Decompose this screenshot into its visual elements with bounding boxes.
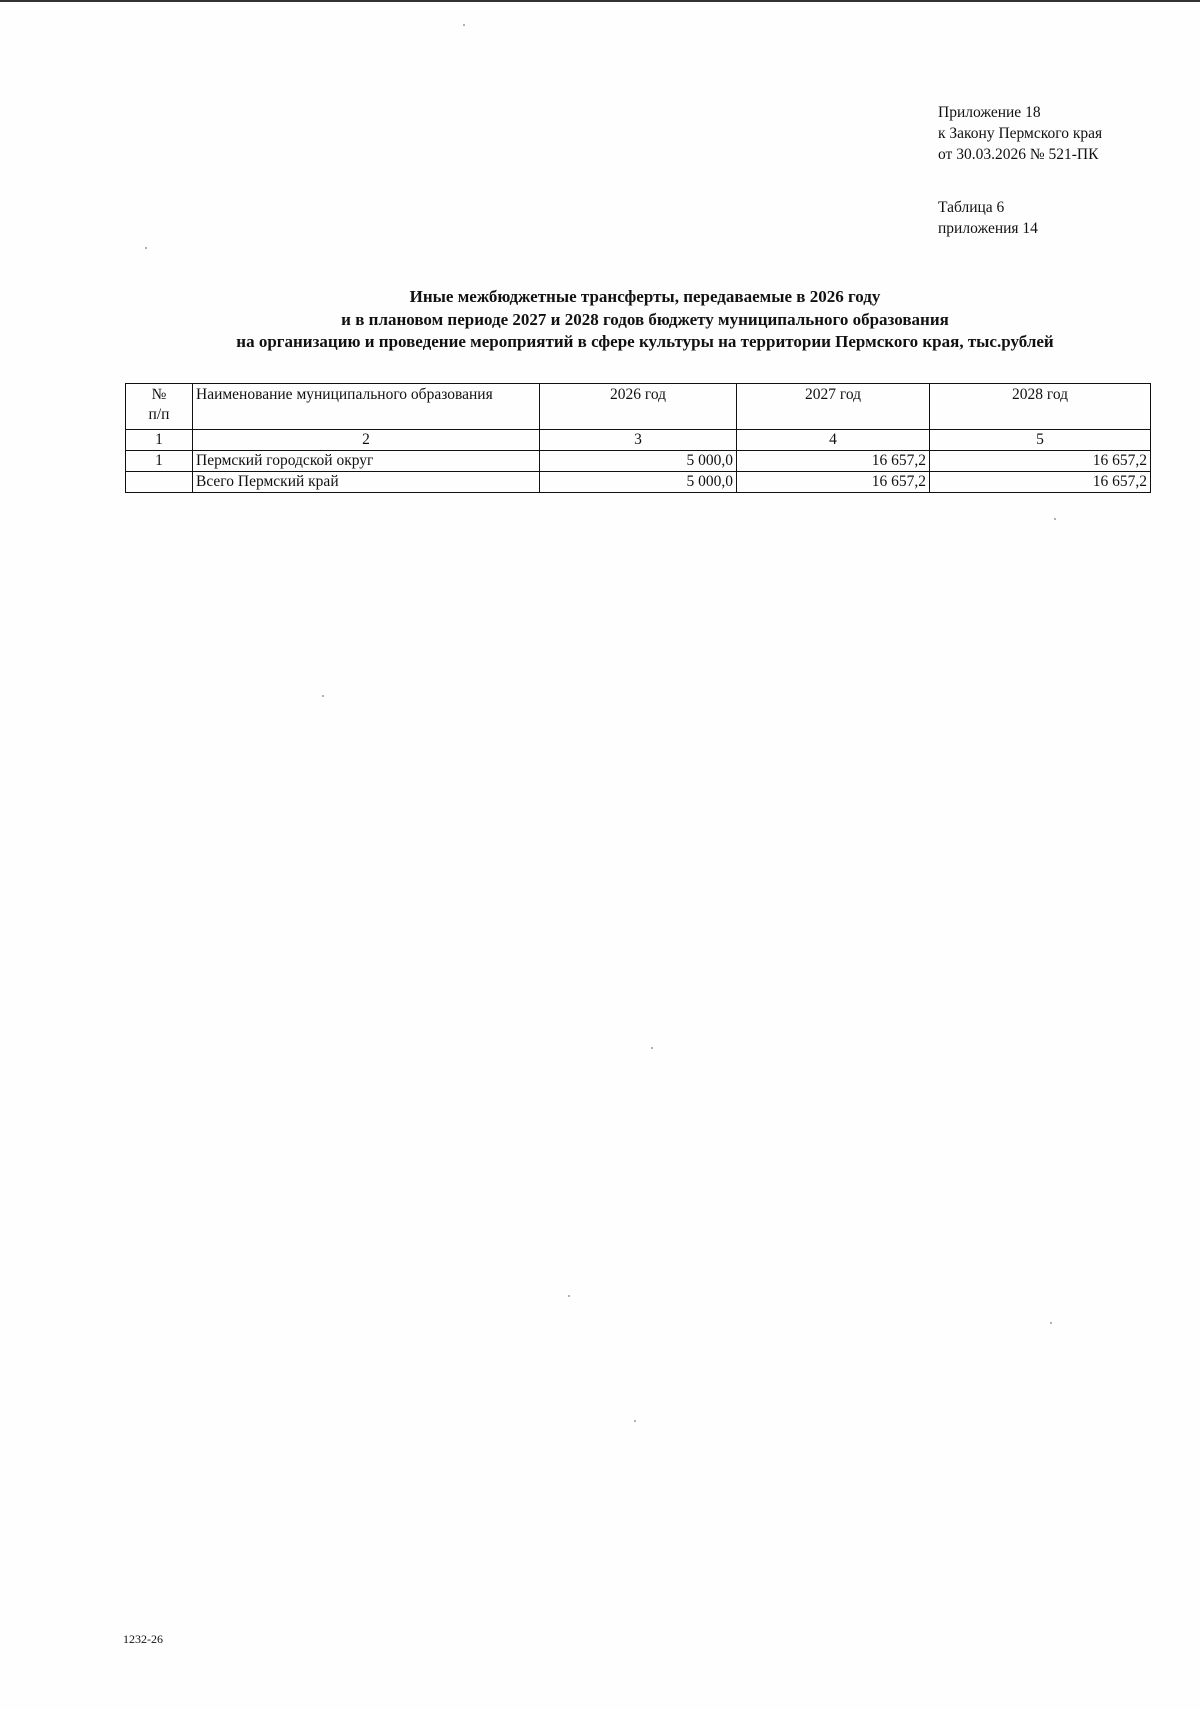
document-title: [120, 286, 1170, 354]
title-line-2: и в плановом периоде 2027 и 2028 годов бюджету муниципального образования: [341, 309, 949, 329]
column-number-cell: 2: [193, 430, 540, 451]
table-reference: [938, 197, 1038, 239]
table-ref-appendix: приложения 14: [938, 220, 1038, 237]
header-cell-2027: 2027 год: [737, 384, 930, 430]
total-2028-cell: 16 657,2: [930, 472, 1151, 493]
row-number-cell: 1: [126, 451, 193, 472]
amount-2028-cell: 16 657,2: [930, 451, 1151, 472]
column-number-cell: 4: [737, 430, 930, 451]
scan-speck: [145, 247, 147, 249]
total-2027-cell: 16 657,2: [737, 472, 930, 493]
title-line-3: на организацию и проведение мероприятий в сфере культуры на территории Пермского края, тыс.рублей: [236, 332, 1054, 351]
table-ref-number: Таблица 6: [938, 199, 1005, 216]
table-row: [126, 451, 1151, 472]
amount-2026-cell: 5 000,0: [540, 451, 737, 472]
column-number-cell: 1: [126, 430, 193, 451]
table-total-row: [126, 472, 1151, 493]
column-number-cell: 5: [930, 430, 1151, 451]
scan-speck: [1054, 518, 1056, 520]
header-cell-number: № п/п: [126, 384, 193, 430]
appendix-law-ref: к Закону Пермского края: [938, 125, 1103, 142]
amount-2027-cell: 16 657,2: [737, 451, 930, 472]
transfers-table: [125, 383, 1151, 493]
header-cell-2028: 2028 год: [930, 384, 1151, 430]
total-name-cell: Всего Пермский край: [193, 472, 540, 493]
scan-speck: [651, 1047, 653, 1049]
appendix-number: Приложение 18: [938, 104, 1041, 121]
appendix-header: [938, 102, 1102, 165]
row-number-cell: [126, 472, 193, 493]
total-2026-cell: 5 000,0: [540, 472, 737, 493]
header-cell-name: Наименование муниципального образования: [193, 384, 540, 430]
column-number-cell: 3: [540, 430, 737, 451]
title-line-1: Иные межбюджетные трансферты, передаваемые в 2026 году: [409, 287, 881, 306]
table-header-row: [126, 384, 1151, 430]
scan-speck: [568, 1295, 570, 1297]
document-code: 1232-26: [123, 1632, 163, 1646]
scan-speck: [322, 695, 324, 697]
scan-speck: [463, 24, 465, 26]
scan-speck: [634, 1420, 636, 1422]
column-number-row: [126, 430, 1151, 451]
header-cell-2026: 2026 год: [540, 384, 737, 430]
scan-speck: [1050, 1322, 1052, 1324]
appendix-law-date: от 30.03.2026 № 521-ПК: [938, 146, 1099, 163]
municipality-name-cell: Пермский городской округ: [193, 451, 540, 472]
